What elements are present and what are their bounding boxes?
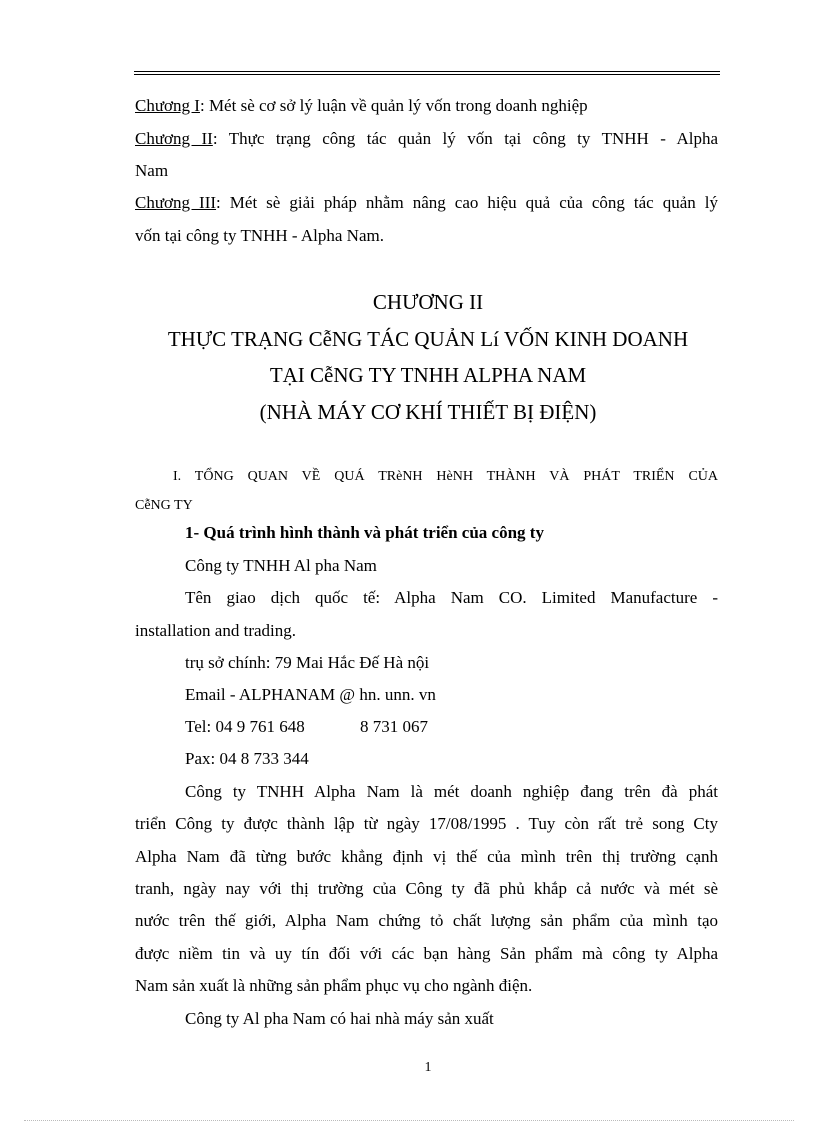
chapter-3-line (135, 192, 718, 214)
tel-2: 8 731 067 (360, 717, 428, 736)
chapter-1-text: : Mét sè cơ sở lý luận về quản lý vốn trong doanh nghiệp (199, 96, 588, 115)
page-bottom-border (24, 1120, 794, 1121)
tel-1: Tel: 04 9 761 648 (185, 717, 305, 736)
chapter-2-continuation: Nam (135, 161, 169, 180)
fax: Pax: 04 8 733 344 (185, 749, 309, 768)
intl-name-line2: installation and trading. (135, 621, 296, 640)
chapter-3-text: : Mét sè giải pháp nhằm nâng cao hiệu quả của công tác quản lý (216, 193, 718, 212)
chapter-heading-title: CHƯƠNG II (372, 290, 484, 314)
chapter-2-text: : Thực trạng công tác quản lý vốn tại công ty TNHH - Alpha (212, 129, 718, 148)
chapter-heading-line3: TẠI CễNG TY TNHH ALPHA NAM (269, 363, 587, 387)
top-rule-1 (134, 71, 720, 72)
last-line: Công ty Al pha Nam có hai nhà máy sản xuất (185, 1009, 494, 1028)
chapter-2-label: Chương II (135, 129, 213, 148)
chapter-1-line (135, 95, 588, 117)
chapter-heading-line4: (NHÀ MÁY CƠ KHÍ THIẾT BỊ ĐIỆN) (259, 400, 597, 424)
company-name: Công ty TNHH Al pha Nam (185, 556, 377, 575)
paragraph-line-4: tranh, ngày nay với thị trường của Công ty đã phủ khắp cả nước và mét sè (135, 879, 718, 898)
paragraph-line-6: được niềm tin và uy tín đối với các bạn hàng Sản phẩm mà công ty Alpha (135, 944, 718, 963)
email: Email - ALPHANAM @ hn. unn. vn (185, 685, 436, 704)
chapter-1-label: Chương I (135, 96, 200, 115)
address: trụ sở chính: 79 Mai Hắc Đế Hà nội (185, 653, 430, 672)
intl-name-line1: Tên giao dịch quốc tế: Alpha Nam CO. Limited Manufacture - (185, 588, 718, 607)
section-heading-line2: CễNG TY (135, 498, 193, 513)
chapter-heading-line2: THỰC TRẠNG CễNG TÁC QUẢN Lí VỐN KINH DOANH (167, 327, 689, 351)
paragraph-line-7: Nam sản xuất là những sản phẩm phục vụ cho ngành điện. (135, 976, 533, 995)
page-number: 1 (424, 1060, 432, 1075)
paragraph-line-2: triển Công ty được thành lập từ ngày 17/08/1995 . Tuy còn rất trẻ song Cty (135, 814, 718, 833)
chapter-3-label: Chương III (135, 193, 217, 212)
paragraph-line-3: Alpha Nam đã từng bước khẳng định vị thế của mình trên thị trường cạnh (135, 847, 718, 866)
paragraph-line-1: Công ty TNHH Alpha Nam là mét doanh nghiệp đang trên đà phát (185, 782, 718, 801)
section-heading-line1: I. TỔNG QUAN VỀ QUÁ TRèNH HèNH THÀNH VÀ PHÁT TRIỂN CỦA (173, 469, 718, 484)
chapter-3-continuation: vốn tại công ty TNHH - Alpha Nam. (135, 226, 384, 245)
subsection-heading: 1- Quá trình hình thành và phát triển của công ty (185, 523, 544, 542)
chapter-2-line (135, 128, 718, 150)
paragraph-line-5: nước trên thế giới, Alpha Nam chứng tỏ chất lượng sản phẩm của mình tạo (135, 911, 718, 930)
top-rule-2 (134, 74, 720, 75)
